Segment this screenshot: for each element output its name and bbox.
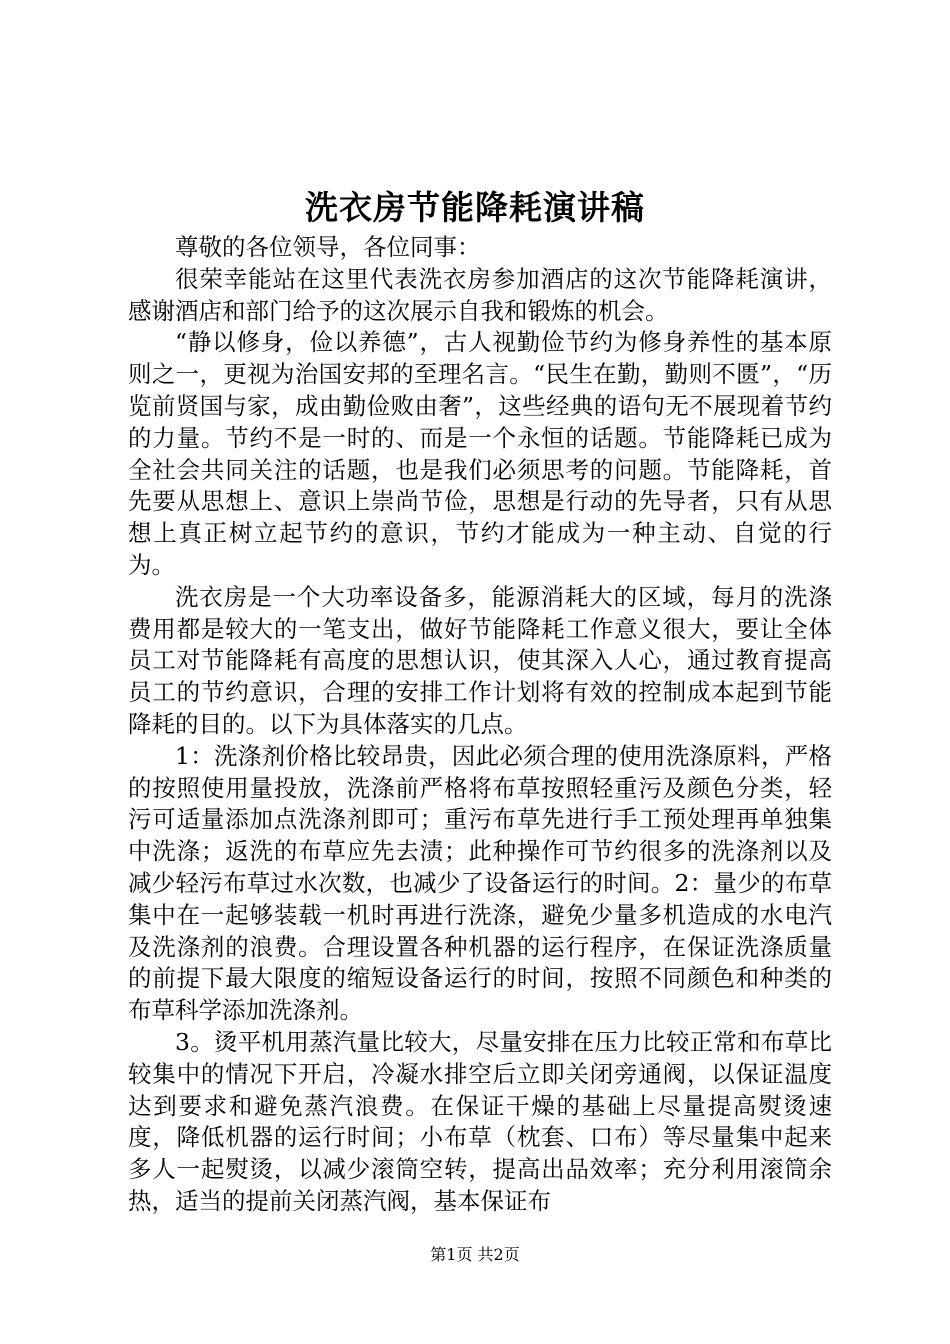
laundry-overview-paragraph: 洗衣房是一个大功率设备多，能源消耗大的区域，每月的洗涤费用都是较大的一笔支出，做好节能降耗工作意义很大，要让全体员工对节能降耗有高度的思想认识，使其深入人心，通过教育提高员工的节约意识，合理的安排工作计划将有效的控制成本起到节能降耗的目的。以下为具体落实的几点。	[128, 582, 832, 738]
thrift-paragraph: “静以修身，俭以养德”，古人视勤俭节约为修身养性的基本原则之一，更视为治国安邦的至理名言。“民生在勤，勤则不匮”，“历览前贤国与家，成由勤俭败由奢”，这些经典的语句无不展现着节约的力量。节约不是一时的、而是一个永恒的话题。节能降耗已成为全社会共同关注的话题，也是我们必须思考的问题。节能降耗，首先要从思想上、意识上崇尚节俭，思想是行动的先导者，只有从思想上真正树立起节约的意识，节约才能成为一种主动、自觉的行为。	[128, 328, 832, 579]
document-title: 洗衣房节能降耗演讲稿	[305, 188, 645, 227]
page-number: 第1页 共2页	[430, 1245, 520, 1264]
intro-paragraph: 很荣幸能站在这里代表洗衣房参加酒店的这次节能降耗演讲，感谢酒店和部门给予的这次展示自我和锻炼的机会。	[128, 264, 832, 325]
ironer-paragraph: 3。烫平机用蒸汽量比较大，尽量安排在压力比较正常和布草比较集中的情况下开启，冷凝水排空后立即关闭旁通阀，以保证温度达到要求和避免蒸汽浪费。在保证干燥的基础上尽量提高熨烫速度，降低机器的运行时间；小布草（枕套、口布）等尽量集中起来多人一起熨烫，以减少滚筒空转，提高出品效率；充分利用滚筒余热，适当的提前关闭蒸汽阀，基本保证布	[128, 1027, 832, 1215]
salutation-paragraph: 尊敬的各位领导，各位同事：	[175, 233, 481, 261]
detergent-paragraph: 1：洗涤剂价格比较昂贵，因此必须合理的使用洗涤原料，严格的按照使用量投放，洗涤前严格将布草按照轻重污及颜色分类，轻污可适量添加点洗涤剂即可；重污布草先进行手工预处理再单独集中洗涤；返洗的布草应先去渍；此种操作可节约很多的洗涤剂以及减少轻污布草过水次数，也减少了设备运行的时间。2：量少的布草集中在一起够装载一机时再进行洗涤，避免少量多机造成的水电汽及洗涤剂的浪费。合理设置各种机器的运行程序，在保证洗涤质量的前提下最大限度的缩短设备运行的时间，按照不同颜色和种类的布草科学添加洗涤剂。	[128, 741, 832, 1025]
document-body	[128, 232, 832, 1218]
